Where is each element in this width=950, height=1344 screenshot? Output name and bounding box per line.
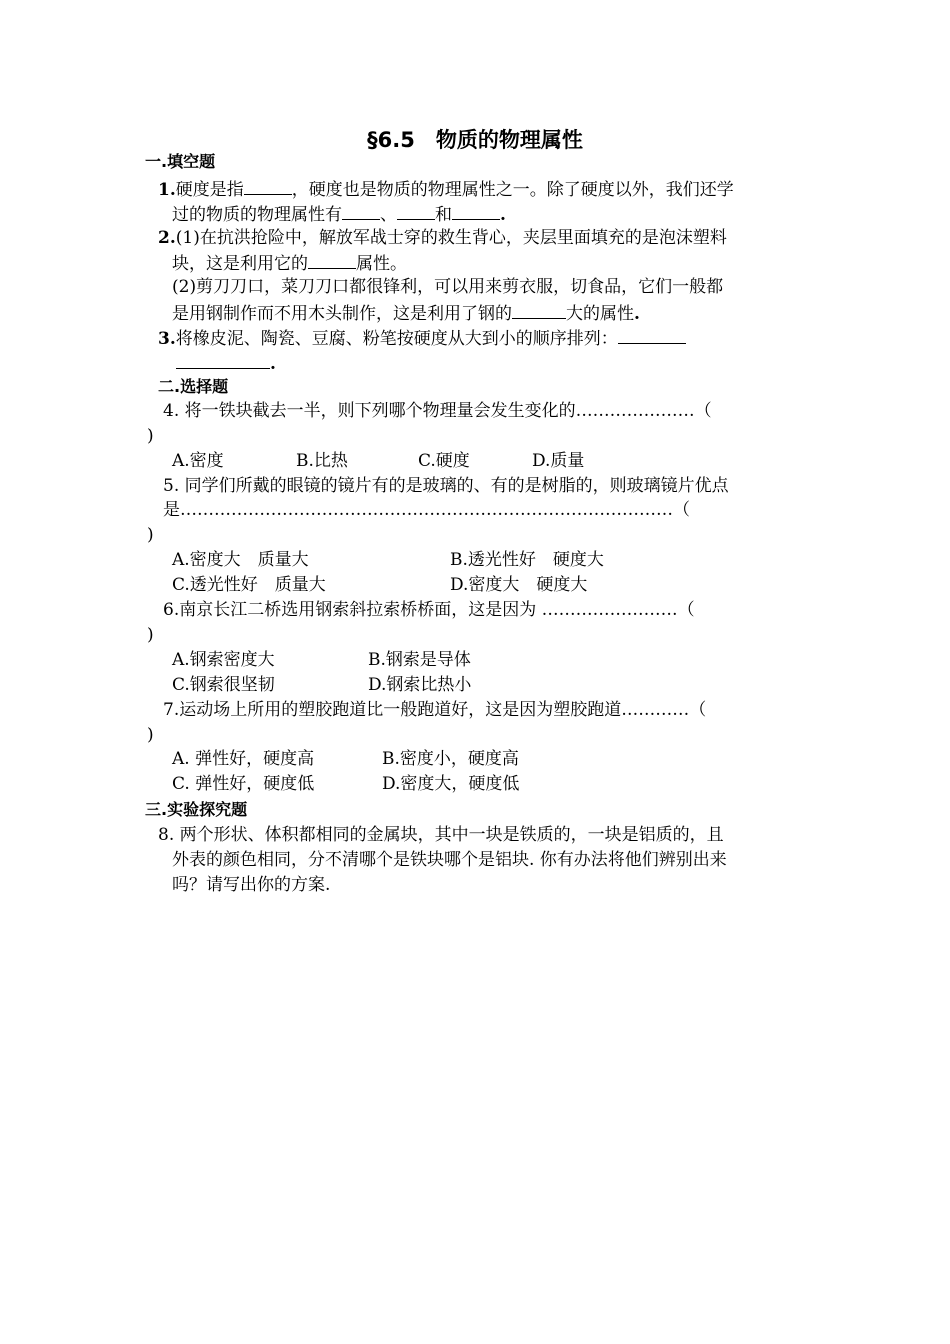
question-1-blank-2 [342, 201, 380, 220]
question-2-line-3: (2)剪刀刀口，菜刀刀口都很锋利，可以用来剪衣服，切食品，它们一般都 [172, 277, 724, 297]
question-7-text: 7.运动场上所用的塑胶跑道比一般跑道好，这是因为塑胶跑道…………（ [163, 700, 707, 720]
page-title: §6.5 物质的物理属性 [367, 128, 583, 152]
question-1-text-c: 过的物质的物理属性有 [172, 205, 342, 225]
question-2-blank-1 [308, 250, 356, 269]
question-7-option-c: C. 弹性好，硬度低 [172, 774, 315, 794]
question-5-bracket-close: ) [147, 525, 154, 545]
question-2-line-4 [172, 300, 640, 326]
question-3-line-2 [176, 350, 276, 376]
question-5-option-b: B.透光性好 硬度大 [450, 550, 604, 570]
question-1-line-1 [158, 176, 734, 202]
question-5-text-2: 是……………………………………………………………………………（ [163, 500, 690, 520]
question-1-text-b: ，硬度也是物质的物理属性之一。除了硬度以外，我们还学 [291, 180, 734, 200]
question-4-option-b: B.比热 [296, 451, 348, 471]
section-fill-heading: 一.填空题 [145, 152, 216, 171]
question-1-blank-3 [397, 201, 435, 220]
question-5-option-a: A.密度大 质量大 [172, 550, 309, 570]
question-7-bracket-close: ) [147, 725, 154, 745]
question-7-option-a: A. 弹性好，硬度高 [172, 749, 315, 769]
question-2-part-1-text-c: 属性。 [356, 254, 407, 274]
question-3-blank-1 [618, 325, 686, 344]
question-1-line-2 [172, 201, 506, 227]
question-4-option-c: C.硬度 [418, 451, 470, 471]
question-2-end: . [634, 304, 640, 324]
question-6-option-a: A.钢索密度大 [172, 650, 275, 670]
question-2-part-2-text-c: 大的属性 [566, 304, 634, 324]
question-3-blank-2 [176, 350, 270, 369]
section-choice-heading: 二.选择题 [158, 377, 229, 396]
question-3-end: . [270, 354, 276, 374]
question-3-number: 3. [158, 329, 176, 349]
question-2-blank-2 [512, 300, 566, 319]
question-8-line-1: 8. 两个形状、体积都相同的金属块，其中一块是铁质的，一块是铝质的，且 [158, 825, 724, 845]
question-2-part-1-text-a: (1)在抗洪抢险中，解放军战士穿的救生背心，夹层里面填充的是泡沫塑料 [175, 228, 727, 248]
question-2-part-1-text-b: 块，这是利用它的 [172, 254, 308, 274]
question-6-option-c: C.钢索很坚韧 [172, 675, 275, 695]
question-6-option-d: D.钢索比热小 [368, 675, 472, 695]
question-1-end: . [500, 205, 506, 225]
question-5-option-d: D.密度大 硬度大 [450, 575, 588, 595]
question-5-option-c: C.透光性好 质量大 [172, 575, 326, 595]
question-3-text: 将橡皮泥、陶瓷、豆腐、粉笔按硬度从大到小的顺序排列： [175, 329, 618, 349]
question-2-line-2 [172, 250, 407, 276]
question-8-line-3: 吗？请写出你的方案. [172, 875, 331, 895]
question-4-option-a: A.密度 [172, 451, 224, 471]
question-4-bracket-close: ) [147, 426, 154, 446]
question-7-option-b: B.密度小，硬度高 [382, 749, 519, 769]
question-6-text: 6.南京长江二桥选用钢索斜拉索桥桥面，这是因为 ……………………（ [163, 600, 695, 620]
question-1-number: 1. [158, 180, 176, 200]
question-7-option-d: D.密度大，硬度低 [382, 774, 520, 794]
question-8-line-2: 外表的颜色相同，分不清哪个是铁块哪个是铝块. 你有办法将他们辨别出来 [172, 850, 727, 870]
question-6-bracket-close: ) [147, 625, 154, 645]
question-2-number: 2. [158, 228, 176, 248]
question-1-text-a: 硬度是指 [175, 180, 244, 200]
question-3-line-1 [158, 325, 686, 351]
question-6-option-b: B.钢索是导体 [368, 650, 471, 670]
question-2-line-1 [158, 226, 727, 250]
question-1-blank-4 [452, 201, 500, 220]
section-experiment-heading: 三.实验探究题 [145, 800, 248, 819]
question-5-text-1: 5. 同学们所戴的眼镜的镜片有的是玻璃的、有的是树脂的，则玻璃镜片优点 [163, 476, 729, 496]
question-4-option-d: D.质量 [532, 451, 585, 471]
question-2-part-2-text-b: 是用钢制作而不用木头制作，这是利用了钢的 [172, 304, 512, 324]
question-1-text-e: 和 [435, 205, 452, 225]
question-4-text: 4. 将一铁块截去一半，则下列哪个物理量会发生变化的…………………（ [163, 401, 712, 421]
question-1-blank-1 [244, 176, 292, 195]
question-1-text-d: 、 [380, 205, 397, 225]
